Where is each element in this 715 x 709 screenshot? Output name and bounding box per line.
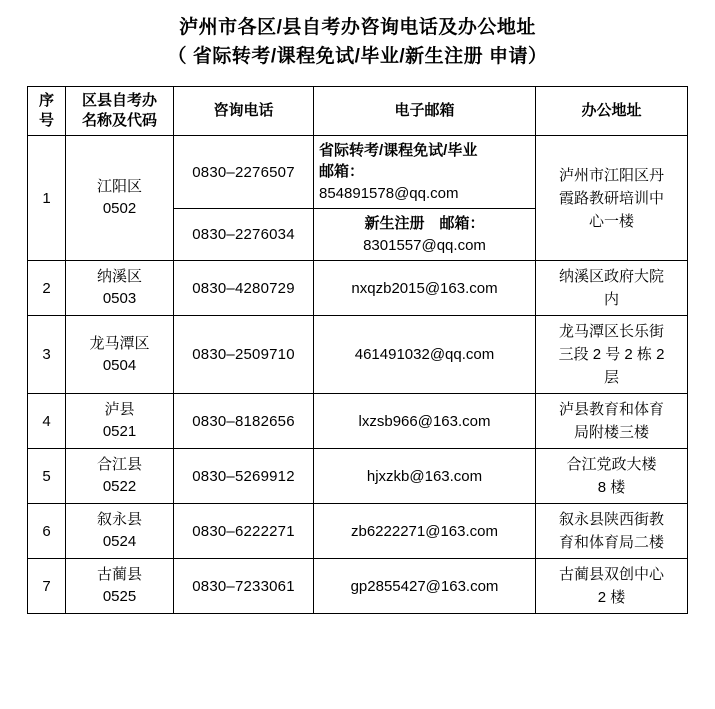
table-row bbox=[28, 261, 688, 316]
row-address bbox=[536, 449, 688, 504]
header-office-name-line1: 区县自考办 bbox=[81, 92, 157, 109]
header-no bbox=[28, 87, 66, 136]
row-no: 1 bbox=[28, 136, 66, 261]
title-line-1: 泸州市各区/县自考办咨询电话及办公地址 bbox=[179, 17, 536, 38]
address-line: 局附楼三楼 bbox=[573, 424, 649, 441]
row-office-name bbox=[66, 136, 174, 261]
office-name: 古蔺县 bbox=[96, 566, 142, 583]
row-no: 7 bbox=[28, 559, 66, 614]
row-phone: 0830–5269912 bbox=[174, 449, 314, 504]
row-address bbox=[536, 394, 688, 449]
row-no: 3 bbox=[28, 316, 66, 394]
row-email: nxqzb2015@163.com bbox=[314, 261, 536, 316]
office-name: 合江县 bbox=[96, 456, 142, 473]
header-email: 电子邮箱 bbox=[314, 87, 536, 136]
row-address bbox=[536, 504, 688, 559]
office-code: 0525 bbox=[102, 588, 137, 605]
header-no-line1: 序 bbox=[38, 92, 54, 109]
row-email-transfer bbox=[314, 136, 536, 209]
office-code: 0504 bbox=[102, 356, 137, 374]
address-line: 层 bbox=[603, 369, 619, 386]
row-phone-secondary: 0830–2276034 bbox=[174, 209, 314, 261]
contact-table bbox=[27, 86, 688, 614]
title-line-2: （ 省际转考/课程免试/毕业/新生注册 申请） bbox=[167, 46, 548, 67]
address-line: 泸县教育和体育 bbox=[558, 401, 664, 418]
header-phone: 咨询电话 bbox=[174, 87, 314, 136]
office-code: 0503 bbox=[102, 290, 137, 307]
office-code: 0522 bbox=[102, 478, 137, 495]
address-line: 纳溪区政府大院 bbox=[558, 268, 664, 285]
row-address bbox=[536, 559, 688, 614]
email-value-registration: 8301557@qq.com bbox=[363, 237, 486, 254]
address-line: 内 bbox=[603, 291, 619, 308]
row-phone: 0830–6222271 bbox=[174, 504, 314, 559]
table-row bbox=[28, 559, 688, 614]
header-office-name-line2: 名称及代码 bbox=[81, 112, 157, 129]
office-name: 江阳区 bbox=[96, 178, 142, 195]
row-no: 6 bbox=[28, 504, 66, 559]
row-phone: 0830–7233061 bbox=[174, 559, 314, 614]
table-header-row bbox=[28, 87, 688, 136]
header-address: 办公地址 bbox=[536, 87, 688, 136]
row-no: 2 bbox=[28, 261, 66, 316]
row-office-name bbox=[66, 504, 174, 559]
row-email: lxzsb966@163.com bbox=[314, 394, 536, 449]
table-row bbox=[28, 504, 688, 559]
address-line: 育和体育局二楼 bbox=[558, 534, 664, 551]
table-row bbox=[28, 394, 688, 449]
table-row bbox=[28, 136, 688, 209]
address-line: 合江党政大楼 bbox=[566, 456, 657, 473]
header-no-line2: 号 bbox=[38, 112, 54, 129]
table-row bbox=[28, 316, 688, 394]
row-address bbox=[536, 316, 688, 394]
row-phone: 0830–2509710 bbox=[174, 316, 314, 394]
row-phone: 0830–4280729 bbox=[174, 261, 314, 316]
row-office-name bbox=[66, 261, 174, 316]
document-title bbox=[0, 0, 715, 72]
office-name: 泸县 bbox=[104, 401, 135, 418]
table-row bbox=[28, 449, 688, 504]
office-code: 0524 bbox=[102, 533, 137, 550]
address-line: 泸州市江阳区丹 bbox=[558, 166, 664, 184]
row-address bbox=[536, 136, 688, 261]
row-office-name bbox=[66, 559, 174, 614]
row-phone: 0830–8182656 bbox=[174, 394, 314, 449]
office-code: 0502 bbox=[102, 200, 137, 217]
row-address bbox=[536, 261, 688, 316]
address-line: 霞路教研培训中 bbox=[558, 189, 664, 207]
office-name: 叙永县 bbox=[96, 511, 142, 528]
row-email-registration bbox=[314, 209, 536, 261]
row-no: 5 bbox=[28, 449, 66, 504]
row-no: 4 bbox=[28, 394, 66, 449]
address-line: 叙永县陕西街教 bbox=[558, 511, 664, 528]
address-line: 2 楼 bbox=[597, 589, 626, 606]
row-email: hjxzkb@163.com bbox=[314, 449, 536, 504]
address-line: 三段 2 号 2 栋 2 bbox=[558, 346, 665, 363]
email-label-registration: 新生注册 邮箱： bbox=[364, 215, 485, 232]
office-name: 龙马潭区 bbox=[89, 334, 150, 352]
office-code: 0521 bbox=[102, 423, 137, 440]
row-office-name bbox=[66, 449, 174, 504]
office-name: 纳溪区 bbox=[96, 268, 142, 285]
address-line: 心一楼 bbox=[588, 212, 634, 230]
row-email: zb6222271@163.com bbox=[314, 504, 536, 559]
row-office-name bbox=[66, 394, 174, 449]
row-phone-primary: 0830–2276507 bbox=[174, 136, 314, 209]
row-email: 461491032@qq.com bbox=[314, 316, 536, 394]
email-value-transfer: 854891578@qq.com bbox=[319, 185, 459, 202]
email-label-transfer-suffix: 邮箱： bbox=[319, 163, 365, 180]
address-line: 古蔺县双创中心 bbox=[558, 566, 664, 583]
email-label-transfer: 省际转考/课程免试/毕业 bbox=[319, 142, 478, 159]
address-line: 龙马潭区长乐街 bbox=[558, 323, 664, 340]
header-office-name bbox=[66, 87, 174, 136]
row-office-name bbox=[66, 316, 174, 394]
address-line: 8 楼 bbox=[597, 479, 626, 496]
row-email: gp2855427@163.com bbox=[314, 559, 536, 614]
